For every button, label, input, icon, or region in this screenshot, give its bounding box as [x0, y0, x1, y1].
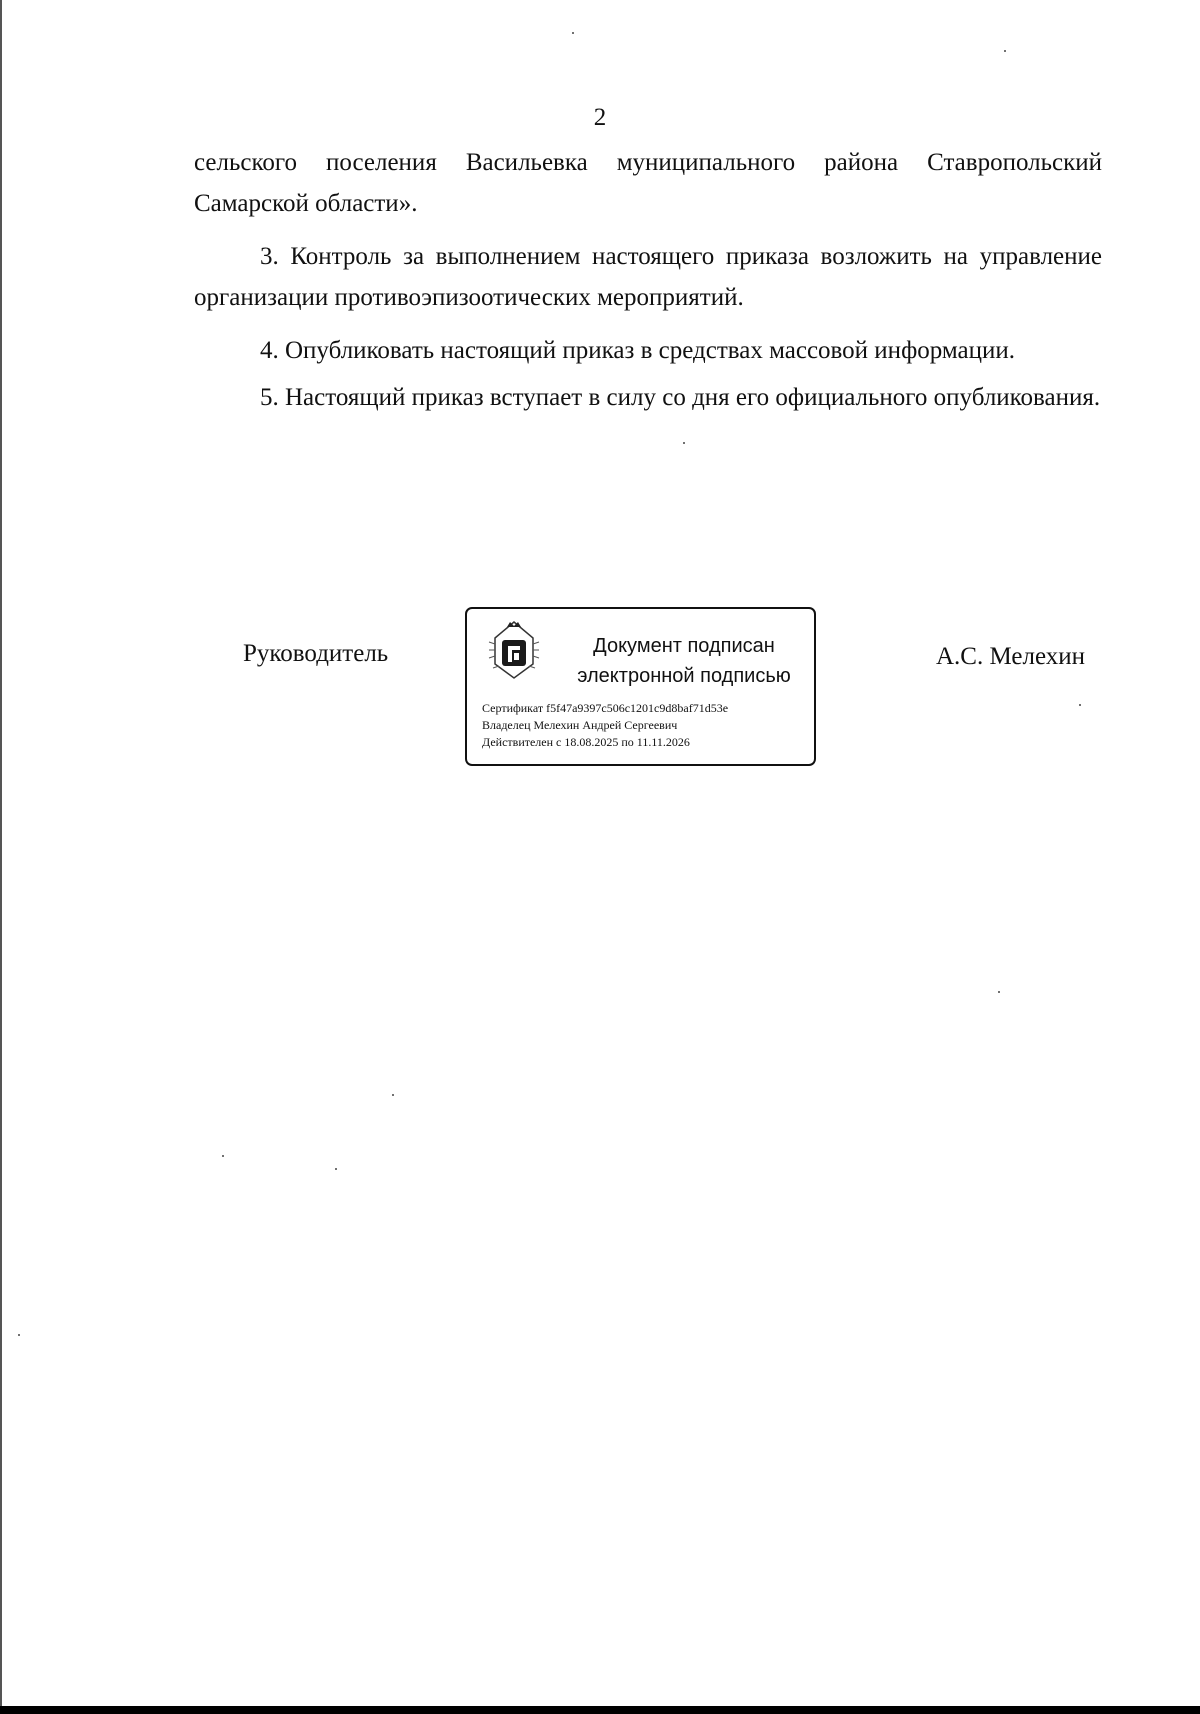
scan-speck [998, 991, 1000, 993]
paragraph-item-5: 5. Настоящий приказ вступает в силу со дня его официального опубликования. [260, 384, 1101, 411]
order-text [194, 142, 1102, 430]
stamp-certificate: Сертификат f5f47a9397c506c1201c9d8baf71d53e [482, 701, 729, 715]
stamp-heading-line-2: электронной подписью [577, 665, 791, 687]
scan-speck [392, 1094, 394, 1096]
scan-speck [1004, 50, 1006, 52]
coat-of-arms-icon [485, 618, 543, 682]
signer-position: Руководитель [243, 640, 389, 667]
scan-edge-left [0, 0, 2, 1714]
electronic-signature-stamp [465, 607, 816, 766]
page-number: 2 [593, 104, 607, 131]
paragraph-item-3: 3. Контроль за выполнением настоящего приказа возложить на управление организации противоэпизоотических мероприятий. [194, 243, 1102, 311]
stamp-heading [559, 631, 809, 691]
scan-speck [18, 1334, 20, 1336]
paragraph-continuation: сельского поселения Васильевка муниципального района Ставропольский Самарской области». [194, 149, 1102, 217]
scan-edge-bottom [0, 1706, 1200, 1714]
scan-speck [1079, 704, 1081, 706]
scan-speck [572, 32, 574, 34]
stamp-owner: Владелец Мелехин Андрей Сергеевич [482, 718, 678, 732]
scan-speck [683, 442, 685, 444]
stamp-heading-line-1: Документ подписан [593, 635, 775, 657]
signer-name: А.С. Мелехин [936, 643, 1085, 670]
scan-speck [222, 1155, 224, 1157]
stamp-validity: Действителен с 18.08.2025 по 11.11.2026 [482, 735, 690, 749]
scan-speck [335, 1168, 337, 1170]
stamp-details [482, 700, 728, 751]
paragraph-item-4: 4. Опубликовать настоящий приказ в средствах массовой информации. [260, 337, 1016, 364]
